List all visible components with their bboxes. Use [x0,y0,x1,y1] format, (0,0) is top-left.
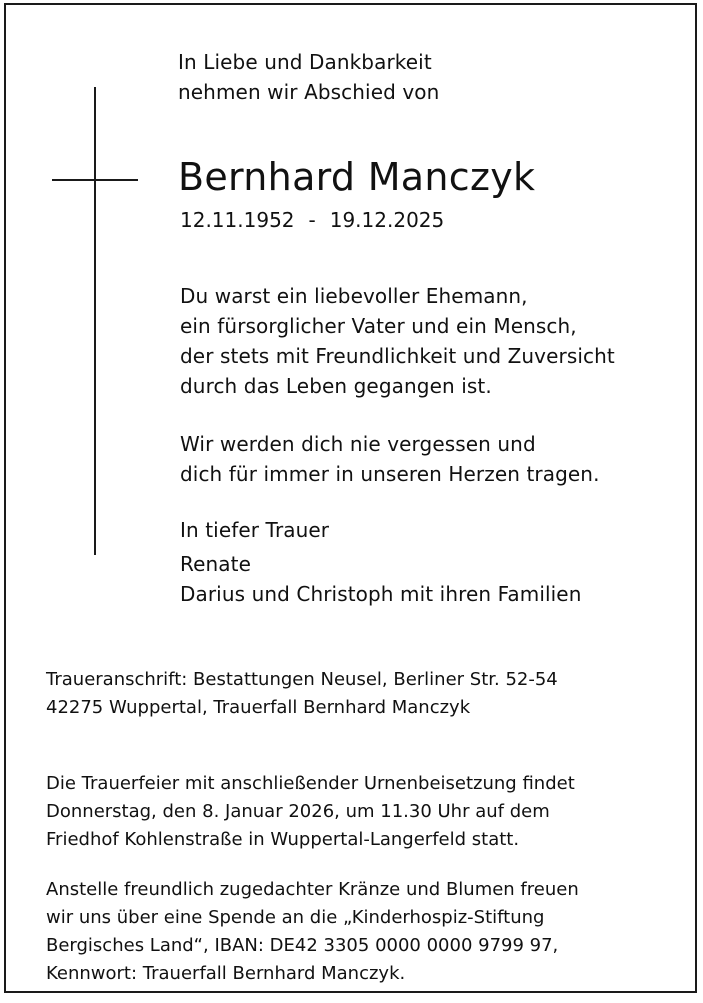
intro-line-2: nehmen wir Abschied von [178,80,440,104]
mourner-name: Darius und Christoph mit ihren Familien [180,582,582,606]
cross-icon [94,87,96,555]
cross-icon-crossbar [52,179,138,181]
service-line: Donnerstag, den 8. Januar 2026, um 11.30 Uhr auf dem [46,801,550,822]
birth-date: 12.11.1952 [180,208,295,232]
donation-line: Anstelle freundlich zugedachter Kränze und Blumen freuen [46,879,579,900]
address-line-1: Traueranschrift: Bestattungen Neusel, Berliner Str. 52-54 [46,669,558,690]
service-line: Friedhof Kohlenstraße in Wuppertal-Langerfeld statt. [46,829,520,850]
death-date: 19.12.2025 [329,208,445,232]
date-separator: - [308,208,316,232]
tribute-line: dich für immer in unseren Herzen tragen. [180,462,600,486]
mourner-name: Renate [180,552,251,576]
deceased-name: Bernhard Manczyk [178,155,536,199]
address-line-2: 42275 Wuppertal, Trauerfall Bernhard Manczyk [46,697,471,718]
life-dates [180,205,444,235]
tribute-line: durch das Leben gegangen ist. [180,374,492,398]
donation-line: wir uns über eine Spende an die „Kinderhospiz-Stiftung [46,907,545,928]
tribute-line: Du warst ein liebevoller Ehemann, [180,284,528,308]
tribute-line: der stets mit Freundlichkeit und Zuversicht [180,344,615,368]
donation-line: Bergisches Land“, IBAN: DE42 3305 0000 0000 9799 97, [46,935,559,956]
donation-line: Kennwort: Trauerfall Bernhard Manczyk. [46,963,406,984]
tribute-line: ein fürsorglicher Vater und ein Mensch, [180,314,577,338]
tribute-line: Wir werden dich nie vergessen und [180,432,536,456]
service-line: Die Trauerfeier mit anschließender Urnenbeisetzung findet [46,773,575,794]
intro-line-1: In Liebe und Dankbarkeit [178,50,432,74]
obituary-notice [4,3,697,993]
mourners-heading: In tiefer Trauer [180,518,330,542]
